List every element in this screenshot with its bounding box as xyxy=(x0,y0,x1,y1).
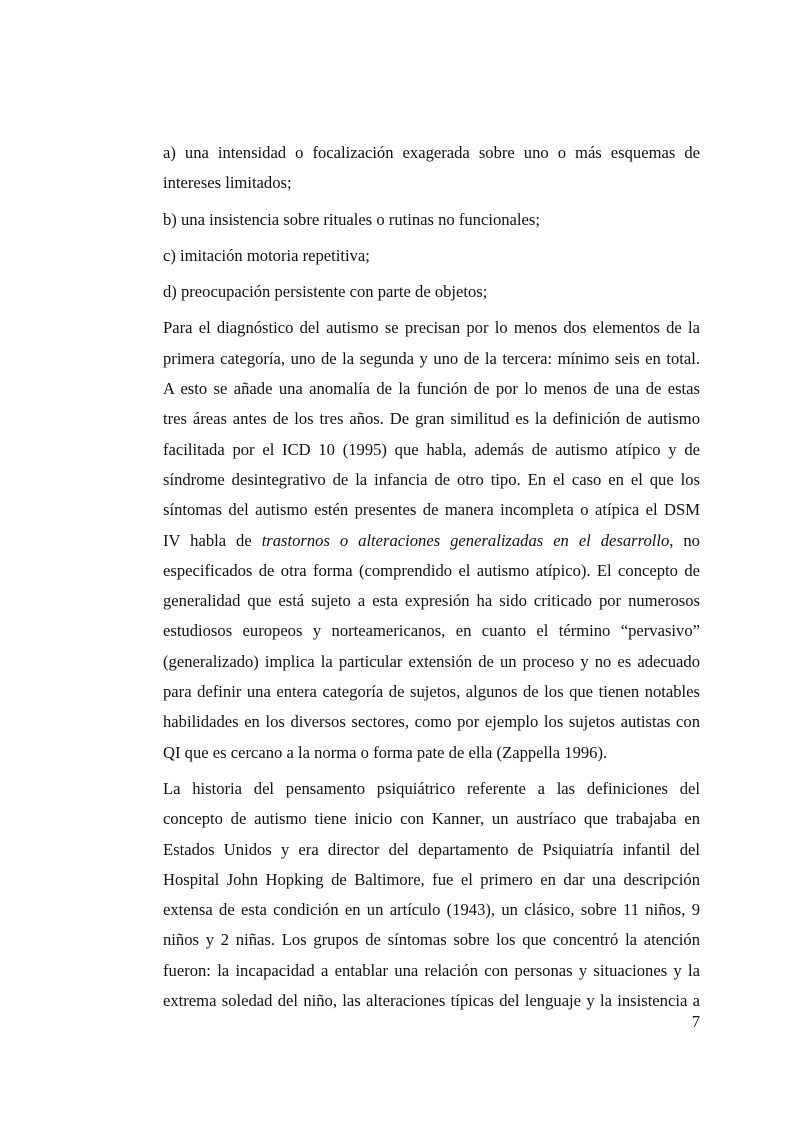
text-line: extrema soledad del niño, las alteraciones típicas del lenguaje y la insistencia a xyxy=(163,991,700,1011)
text-line: síntomas del autismo estén presentes de manera incompleta o atípica el DSM xyxy=(163,500,700,520)
text-line: a) una intensidad o focalización exagerada sobre uno o más esquemas de xyxy=(163,143,700,162)
text-line: generalidad que está sujeto a esta expresión ha sido criticado por numerosos xyxy=(163,591,700,611)
text-line: primera categoría, uno de la segunda y uno de la tercera: mínimo seis en total. xyxy=(163,348,700,368)
page-body xyxy=(163,138,700,1016)
text-line: intereses limitados; xyxy=(163,173,292,193)
text-line: La historia del pensamento psiquiátrico referente a las definiciones del xyxy=(163,778,700,798)
criteria-item-d xyxy=(163,277,700,307)
text-line: c) imitación motoria repetitiva; xyxy=(163,245,370,265)
text-line: Hospital John Hopking de Baltimore, fue el primero en dar una descripción xyxy=(163,869,700,889)
text-line: d) preocupación persistente con parte de objetos; xyxy=(163,282,488,302)
text-line: síndrome desintegrativo de la infancia de otro tipo. En el caso en el que los xyxy=(163,469,700,489)
text-line: habilidades en los diversos sectores, como por ejemplo los sujetos autistas con xyxy=(163,712,700,732)
text-line: concepto de autismo tiene inicio con Kanner, un austríaco que trabajaba en xyxy=(163,809,700,829)
text-line: para definir una entera categoría de sujetos, algunos de los que tienen notables xyxy=(163,682,700,702)
criteria-item-b xyxy=(163,205,700,235)
page-number: 7 xyxy=(691,1012,700,1031)
text-line: especificados de otra forma (comprendido el autismo atípico). El concepto de xyxy=(163,560,700,580)
paragraph-diagnosis xyxy=(163,313,700,767)
text-line: b) una insistencia sobre rituales o rutinas no funcionales; xyxy=(163,209,540,229)
paragraph-history xyxy=(163,774,700,1016)
text-line: tres áreas antes de los tres años. De gran similitud es la definición de autismo xyxy=(163,409,700,429)
text-line: A esto se añade una anomalía de la función de por lo menos de una de estas xyxy=(163,379,700,399)
text-line: Estados Unidos y era director del departamento de Psiquiatría infantil del xyxy=(163,839,700,859)
text-line: niños y 2 niñas. Los grupos de síntomas sobre los que concentró la atención xyxy=(163,930,700,950)
text-line: estudiosos europeos y norteamericanos, en cuanto el término “pervasivo” xyxy=(163,621,700,641)
text-line: Para el diagnóstico del autismo se precisan por lo menos dos elementos de la xyxy=(163,318,700,338)
criteria-item-c xyxy=(163,241,700,271)
criteria-item-a xyxy=(163,138,700,199)
text-line: QI que es cercano a la norma o forma pate de ella (Zappella 1996). xyxy=(163,742,608,762)
text-line: (generalizado) implica la particular extensión de un proceso y no es adecuado xyxy=(163,651,700,671)
italic-term: trastornos o alteraciones generalizadas en el desarrollo xyxy=(261,530,670,550)
text-line: extensa de esta condición en un artículo (1943), un clásico, sobre 11 niños, 9 xyxy=(163,900,700,920)
text-line: facilitada por el ICD 10 (1995) que habla, además de autismo atípico y de xyxy=(163,439,700,459)
text-run: , no xyxy=(669,530,700,550)
text-line: fueron: la incapacidad a entablar una relación con personas y situaciones y la xyxy=(163,960,700,980)
text-run: IV habla de xyxy=(163,530,262,550)
text-line-with-italic xyxy=(163,526,700,556)
